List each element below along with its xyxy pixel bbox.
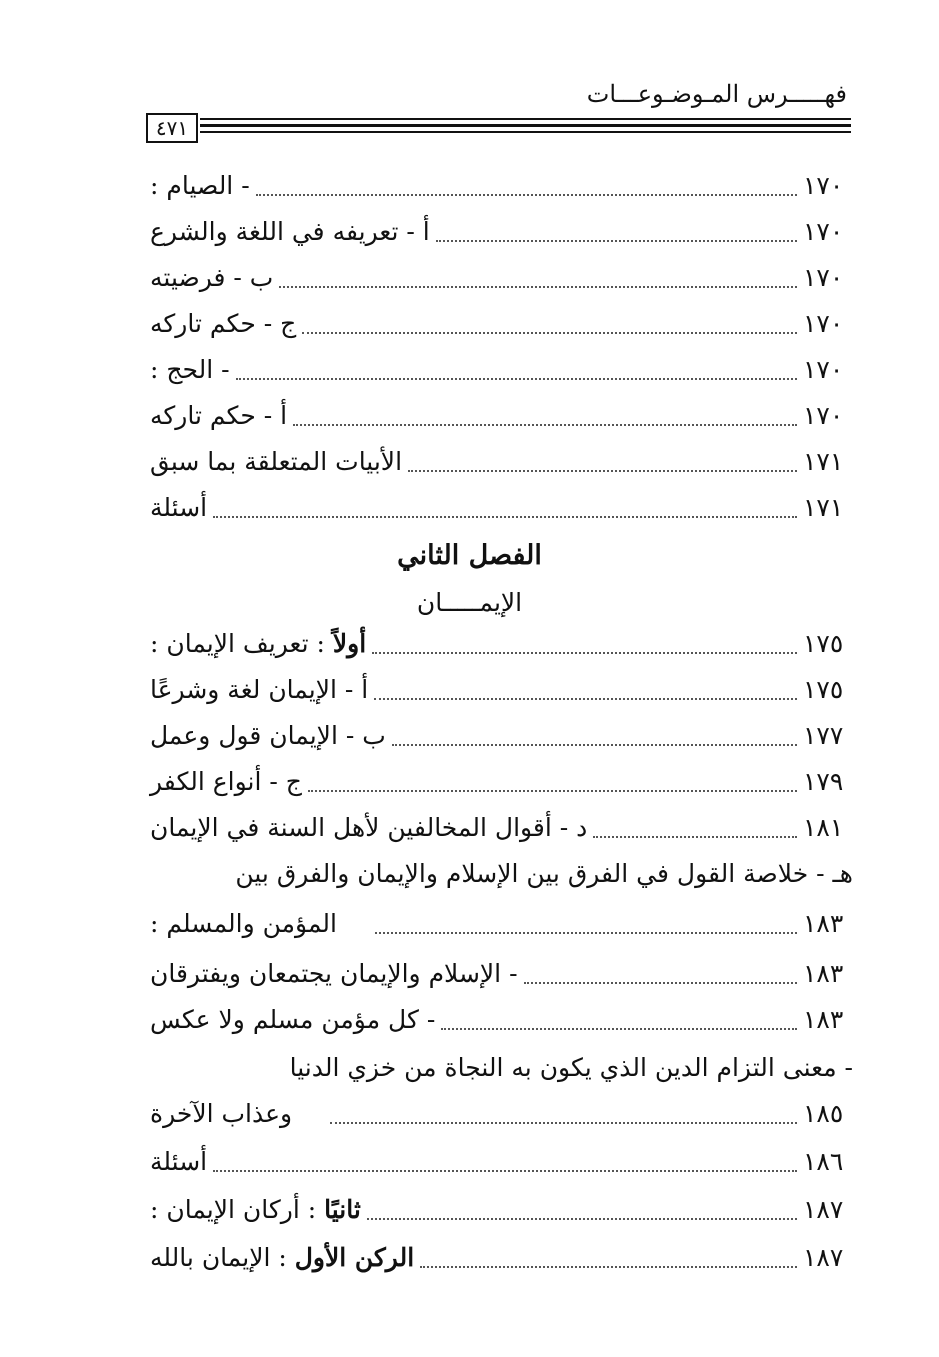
toc-entry-page: ١٧٠ [803,309,844,338]
toc-entry-page: ١٨٣ [803,1005,844,1034]
dot-leader [308,790,797,792]
toc-entry-text: هـ - خلاصة القول في الفرق بين الإسلام والإيمان والفرق بين [235,859,853,888]
toc-entry-page: ١٧٠ [803,355,844,384]
toc-entry-page: ١٨٥ [803,1099,844,1128]
toc-entry-text: د - أقوال المخالفين لأهل السنة في الإيمان [150,813,588,842]
toc-entry-text: أ - حكم تاركه [150,401,288,430]
toc-entry-page: ١٧٠ [803,217,844,246]
toc-entry-text: - الإسلام والإيمان يجتمعان ويفترقان [150,959,518,988]
toc-entry-text: ج - أنواع الكفر [150,767,302,796]
toc-entry [150,952,853,992]
toc-entry-text [150,1240,414,1276]
toc-entry [150,486,853,526]
toc-entry [150,256,853,296]
toc-entry-page: ١٨٧ [803,1195,844,1224]
toc-entry [150,440,853,480]
toc-entry-page: ١٧٠ [803,401,844,430]
toc-entry-text: ب - الإيمان قول وعمل [150,721,386,750]
toc-entry [150,714,853,754]
running-header-title: فهـــــرس المـوضـوعـــات [586,80,847,108]
dot-leader [374,698,797,700]
dot-leader [279,286,797,288]
toc-entry [150,348,853,388]
toc-entry [150,1188,853,1228]
toc-entry-text: الأبيات المتعلقة بما سبق [150,447,403,476]
toc-entry-page: ١٨٧ [803,1243,844,1272]
toc-entry-page: ١٧٠ [803,263,844,292]
toc-entry-page: ١٧٩ [803,767,844,796]
toc-entry-page: ١٧١ [803,447,844,476]
toc-entry-page: ١٧٧ [803,721,844,750]
toc-entry [150,210,853,250]
toc-entry-text [150,626,366,662]
dot-leader [524,982,797,984]
toc-entry-text: أسئلة [150,1147,208,1176]
toc-entry-text: - الحج : [150,355,230,384]
toc-entry [150,622,853,662]
dot-leader [213,1170,797,1172]
toc-entry-page: ١٨٦ [803,1147,844,1176]
toc-entry [150,760,853,800]
chapter-subtitle: الإيمـــــان [416,588,523,617]
toc-entry-text [150,1192,361,1228]
header-rule [200,131,851,133]
toc-entry-label: الركن الأول [294,1243,415,1272]
dot-leader [213,516,797,518]
toc-entry-text: ب - فرضيته [150,263,274,292]
toc-entry-page: ١٨٣ [803,959,844,988]
toc-entry [150,1092,853,1132]
toc-entry-text: المؤمن والمسلم : [150,909,337,938]
toc-entry-page: ١٧١ [803,493,844,522]
dot-leader [330,1122,797,1124]
chapter-title: الفصل الثاني [397,540,542,571]
toc-entry-label: ثانيًا [324,1195,361,1224]
dot-leader [367,1218,797,1220]
toc-entry-text: ج - حكم تاركه [150,309,297,338]
dot-leader [441,1028,797,1030]
toc-entry [150,302,853,342]
toc-entry-page: ١٨١ [803,813,844,842]
toc-entry-rest: : الإيمان بالله [150,1243,295,1272]
toc-entry [150,998,853,1038]
toc-entry [150,902,853,942]
toc-entry-text: أسئلة [150,493,208,522]
toc-entry-text: أ - الإيمان لغة وشرعًا [150,675,369,704]
toc-entry [150,164,853,204]
toc-entry-page: ١٧٠ [803,171,844,200]
toc-entry-text: - معنى التزام الدين الذي يكون به النجاة من خزي الدنيا [289,1053,853,1082]
toc-entry [150,394,853,434]
toc-entry [150,806,853,846]
header-rule [200,124,851,127]
toc-entry [150,1236,853,1276]
dot-leader [372,652,797,654]
toc-entry-page: ١٨٣ [803,909,844,938]
page-number: ٤٧١ [146,113,198,143]
toc-entry-rest: : أركان الإيمان : [150,1195,325,1224]
toc-entry-rest: : تعريف الإيمان : [150,629,333,658]
toc-entry-text: - الصيام : [150,171,250,200]
dot-leader [436,240,797,242]
dot-leader [256,194,797,196]
dot-leader [408,470,797,472]
dot-leader [593,836,797,838]
header-rule [200,118,851,120]
toc-entry-page: ١٧٥ [803,675,844,704]
toc-entry-text: - كل مؤمن مسلم ولا عكس [150,1005,436,1034]
dot-leader [392,744,797,746]
toc-entry-label: أولاً [332,629,367,658]
dot-leader [420,1266,797,1268]
dot-leader [236,378,797,380]
toc-entry [150,1140,853,1180]
toc-entry-page: ١٧٥ [803,629,844,658]
toc-entry [150,668,853,708]
toc-entry-text: وعذاب الآخرة [150,1099,293,1128]
toc-entry-text: أ - تعريفه في اللغة والشرع [150,217,430,246]
dot-leader [375,932,797,934]
dot-leader [302,332,797,334]
dot-leader [293,424,797,426]
